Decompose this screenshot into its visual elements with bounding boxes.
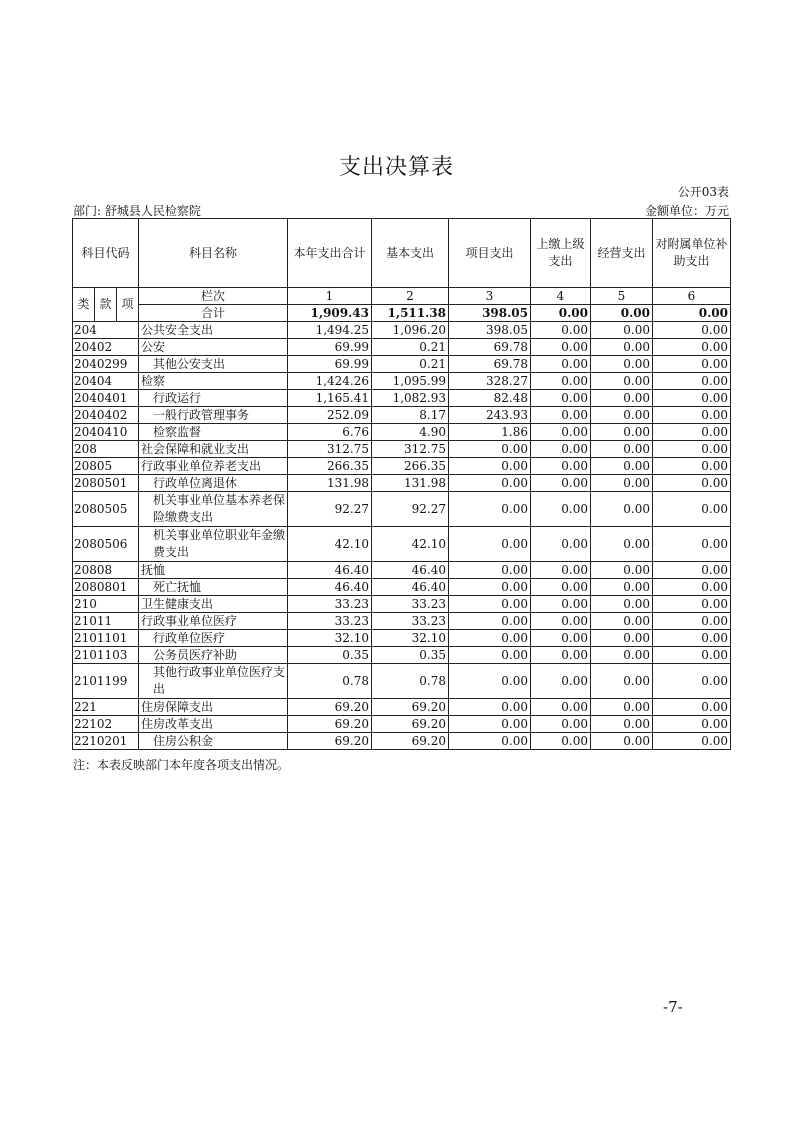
amount-cell: 0.00 <box>591 390 653 407</box>
amount-cell: 69.78 <box>449 356 531 373</box>
amount-cell: 0.00 <box>653 647 731 664</box>
table-row <box>73 647 731 664</box>
table-row <box>73 492 731 527</box>
amount-cell: 0.00 <box>449 613 531 630</box>
total-value: 398.05 <box>449 305 531 322</box>
amount-cell: 0.00 <box>591 716 653 733</box>
subject-code: 2040410 <box>73 424 139 441</box>
amount-cell: 0.00 <box>591 475 653 492</box>
subject-code: 2080501 <box>73 475 139 492</box>
amount-cell: 69.20 <box>372 733 449 750</box>
table-row <box>73 630 731 647</box>
subject-code: 2210201 <box>73 733 139 750</box>
subject-code: 221 <box>73 699 139 716</box>
amount-cell: 46.40 <box>372 579 449 596</box>
subject-name: 其他行政事业单位医疗支出 <box>139 664 288 699</box>
header-total: 本年支出合计 <box>288 219 372 288</box>
subject-code: 2080506 <box>73 527 139 562</box>
amount-cell: 312.75 <box>372 441 449 458</box>
unit-label: 金额单位：万元 <box>644 204 729 218</box>
table-row <box>73 322 731 339</box>
amount-cell: 0.00 <box>591 373 653 390</box>
amount-cell: 0.00 <box>449 630 531 647</box>
amount-cell: 0.00 <box>591 630 653 647</box>
index-label: 栏次 <box>139 288 288 305</box>
amount-cell: 0.00 <box>449 664 531 699</box>
table-row <box>73 441 731 458</box>
amount-cell: 0.21 <box>372 339 449 356</box>
amount-cell: 0.00 <box>531 407 591 424</box>
amount-cell: 0.00 <box>653 492 731 527</box>
subject-name: 公务员医疗补助 <box>139 647 288 664</box>
amount-cell: 0.00 <box>449 733 531 750</box>
subject-name: 行政事业单位医疗 <box>139 613 288 630</box>
amount-cell: 0.00 <box>531 562 591 579</box>
amount-cell: 0.21 <box>372 356 449 373</box>
total-value: 0.00 <box>653 305 731 322</box>
amount-cell: 69.20 <box>288 716 372 733</box>
amount-cell: 46.40 <box>288 579 372 596</box>
subject-name: 检察监督 <box>139 424 288 441</box>
form-code: 公开03表 <box>677 185 729 199</box>
subject-name: 卫生健康支出 <box>139 596 288 613</box>
page-title: 支出决算表 <box>338 155 454 180</box>
table-row <box>73 562 731 579</box>
header-code: 科目代码 <box>73 219 139 288</box>
amount-cell: 0.00 <box>449 441 531 458</box>
table-row <box>73 527 731 562</box>
amount-cell: 0.00 <box>531 596 591 613</box>
total-value: 0.00 <box>531 305 591 322</box>
amount-cell: 0.00 <box>653 407 731 424</box>
amount-cell: 0.00 <box>591 699 653 716</box>
amount-cell: 0.35 <box>372 647 449 664</box>
amount-cell: 0.00 <box>591 733 653 750</box>
subject-name: 公共安全支出 <box>139 322 288 339</box>
subject-name: 住房公积金 <box>139 733 288 750</box>
index-c6: 6 <box>653 288 731 305</box>
subject-name: 行政事业单位养老支出 <box>139 458 288 475</box>
page-number: -7- <box>663 998 683 1016</box>
amount-cell: 42.10 <box>372 527 449 562</box>
amount-cell: 0.00 <box>591 492 653 527</box>
amount-cell: 33.23 <box>372 596 449 613</box>
amount-cell: 0.00 <box>531 699 591 716</box>
index-lei: 类 <box>73 288 95 322</box>
amount-cell: 0.00 <box>531 613 591 630</box>
header-business: 经营支出 <box>591 219 653 288</box>
header-upper: 上缴上级支出 <box>531 219 591 288</box>
subject-code: 21011 <box>73 613 139 630</box>
amount-cell: 0.00 <box>653 390 731 407</box>
subject-name: 一般行政管理事务 <box>139 407 288 424</box>
amount-cell: 0.00 <box>653 475 731 492</box>
amount-cell: 0.00 <box>591 613 653 630</box>
subject-code: 20402 <box>73 339 139 356</box>
index-xiang: 项 <box>117 288 139 322</box>
expenditure-table <box>72 218 731 750</box>
amount-cell: 0.00 <box>531 339 591 356</box>
amount-cell: 0.78 <box>288 664 372 699</box>
table-row <box>73 407 731 424</box>
amount-cell: 0.00 <box>531 733 591 750</box>
subject-name: 社会保障和就业支出 <box>139 441 288 458</box>
subject-name: 住房保障支出 <box>139 699 288 716</box>
amount-cell: 69.78 <box>449 339 531 356</box>
header-row <box>73 219 731 288</box>
index-c5: 5 <box>591 288 653 305</box>
table-row <box>73 424 731 441</box>
table-row <box>73 339 731 356</box>
index-row <box>73 288 731 305</box>
amount-cell: 0.00 <box>531 664 591 699</box>
index-c1: 1 <box>288 288 372 305</box>
amount-cell: 69.99 <box>288 356 372 373</box>
header-subsidy: 对附属单位补助支出 <box>653 219 731 288</box>
amount-cell: 0.00 <box>653 613 731 630</box>
amount-cell: 0.35 <box>288 647 372 664</box>
amount-cell: 0.00 <box>531 373 591 390</box>
amount-cell: 0.00 <box>653 356 731 373</box>
table-row <box>73 373 731 390</box>
amount-cell: 42.10 <box>288 527 372 562</box>
subject-code: 2080801 <box>73 579 139 596</box>
table-row <box>73 733 731 750</box>
subject-name: 机关事业单位职业年金缴费支出 <box>139 527 288 562</box>
amount-cell: 33.23 <box>288 613 372 630</box>
amount-cell: 92.27 <box>288 492 372 527</box>
amount-cell: 0.00 <box>531 716 591 733</box>
amount-cell: 398.05 <box>449 322 531 339</box>
subject-code: 20404 <box>73 373 139 390</box>
subject-code: 2101199 <box>73 664 139 699</box>
subject-name: 死亡抚恤 <box>139 579 288 596</box>
table-row <box>73 579 731 596</box>
subject-code: 20805 <box>73 458 139 475</box>
index-c3: 3 <box>449 288 531 305</box>
amount-cell: 0.00 <box>591 458 653 475</box>
amount-cell: 0.00 <box>591 579 653 596</box>
amount-cell: 0.00 <box>653 716 731 733</box>
amount-cell: 69.20 <box>372 716 449 733</box>
amount-cell: 33.23 <box>372 613 449 630</box>
header-basic: 基本支出 <box>372 219 449 288</box>
amount-cell: 0.00 <box>449 527 531 562</box>
amount-cell: 69.20 <box>288 733 372 750</box>
subject-code: 22102 <box>73 716 139 733</box>
amount-cell: 0.00 <box>591 441 653 458</box>
subject-name: 住房改革支出 <box>139 716 288 733</box>
subject-code: 2101101 <box>73 630 139 647</box>
subject-code: 2040402 <box>73 407 139 424</box>
amount-cell: 82.48 <box>449 390 531 407</box>
total-value: 1,511.38 <box>372 305 449 322</box>
amount-cell: 0.00 <box>449 562 531 579</box>
header-name: 科目名称 <box>139 219 288 288</box>
amount-cell: 0.00 <box>449 458 531 475</box>
subject-code: 20808 <box>73 562 139 579</box>
subject-code: 2040299 <box>73 356 139 373</box>
amount-cell: 0.00 <box>591 664 653 699</box>
amount-cell: 0.00 <box>449 596 531 613</box>
amount-cell: 1.86 <box>449 424 531 441</box>
table-row <box>73 458 731 475</box>
amount-cell: 0.00 <box>449 699 531 716</box>
subject-name: 抚恤 <box>139 562 288 579</box>
amount-cell: 6.76 <box>288 424 372 441</box>
amount-cell: 0.00 <box>653 699 731 716</box>
amount-cell: 0.00 <box>531 475 591 492</box>
amount-cell: 0.00 <box>531 492 591 527</box>
amount-cell: 0.00 <box>591 527 653 562</box>
amount-cell: 69.20 <box>288 699 372 716</box>
amount-cell: 92.27 <box>372 492 449 527</box>
amount-cell: 0.00 <box>449 579 531 596</box>
subject-code: 2101103 <box>73 647 139 664</box>
total-row <box>73 305 731 322</box>
amount-cell: 266.35 <box>288 458 372 475</box>
amount-cell: 131.98 <box>288 475 372 492</box>
amount-cell: 1,095.99 <box>372 373 449 390</box>
amount-cell: 0.00 <box>531 527 591 562</box>
amount-cell: 1,082.93 <box>372 390 449 407</box>
amount-cell: 0.00 <box>591 356 653 373</box>
index-c4: 4 <box>531 288 591 305</box>
amount-cell: 0.00 <box>449 716 531 733</box>
amount-cell: 1,165.41 <box>288 390 372 407</box>
subject-name: 机关事业单位基本养老保险缴费支出 <box>139 492 288 527</box>
amount-cell: 266.35 <box>372 458 449 475</box>
amount-cell: 0.00 <box>653 322 731 339</box>
amount-cell: 0.00 <box>531 390 591 407</box>
amount-cell: 0.00 <box>653 424 731 441</box>
table-row <box>73 475 731 492</box>
amount-cell: 328.27 <box>449 373 531 390</box>
table-row <box>73 390 731 407</box>
total-label: 合计 <box>139 305 288 322</box>
table-row <box>73 716 731 733</box>
amount-cell: 32.10 <box>288 630 372 647</box>
amount-cell: 0.00 <box>449 647 531 664</box>
amount-cell: 33.23 <box>288 596 372 613</box>
amount-cell: 243.93 <box>449 407 531 424</box>
amount-cell: 0.00 <box>531 424 591 441</box>
amount-cell: 0.00 <box>591 424 653 441</box>
subject-name: 检察 <box>139 373 288 390</box>
table-row <box>73 596 731 613</box>
amount-cell: 0.00 <box>653 562 731 579</box>
subject-name: 其他公安支出 <box>139 356 288 373</box>
amount-cell: 0.00 <box>653 664 731 699</box>
index-c2: 2 <box>372 288 449 305</box>
subject-code: 208 <box>73 441 139 458</box>
amount-cell: 1,494.25 <box>288 322 372 339</box>
amount-cell: 0.00 <box>531 356 591 373</box>
amount-cell: 8.17 <box>372 407 449 424</box>
table-row <box>73 664 731 699</box>
amount-cell: 0.00 <box>653 596 731 613</box>
subject-name: 公安 <box>139 339 288 356</box>
total-value: 1,909.43 <box>288 305 372 322</box>
footnote: 注：本表反映部门本年度各项支出情况。 <box>73 758 290 772</box>
amount-cell: 4.90 <box>372 424 449 441</box>
amount-cell: 0.00 <box>653 733 731 750</box>
amount-cell: 46.40 <box>288 562 372 579</box>
subject-code: 204 <box>73 322 139 339</box>
amount-cell: 69.99 <box>288 339 372 356</box>
subject-code: 2040401 <box>73 390 139 407</box>
amount-cell: 0.00 <box>531 579 591 596</box>
table-row <box>73 699 731 716</box>
amount-cell: 0.78 <box>372 664 449 699</box>
amount-cell: 0.00 <box>653 373 731 390</box>
total-value: 0.00 <box>591 305 653 322</box>
amount-cell: 0.00 <box>653 579 731 596</box>
subject-name: 行政运行 <box>139 390 288 407</box>
amount-cell: 32.10 <box>372 630 449 647</box>
amount-cell: 0.00 <box>449 492 531 527</box>
amount-cell: 0.00 <box>591 407 653 424</box>
amount-cell: 46.40 <box>372 562 449 579</box>
amount-cell: 0.00 <box>531 441 591 458</box>
department-label: 部门: 舒城县人民检察院 <box>73 204 201 218</box>
amount-cell: 1,424.26 <box>288 373 372 390</box>
amount-cell: 252.09 <box>288 407 372 424</box>
amount-cell: 0.00 <box>531 322 591 339</box>
amount-cell: 0.00 <box>531 647 591 664</box>
table-row <box>73 356 731 373</box>
subject-code: 2080505 <box>73 492 139 527</box>
amount-cell: 0.00 <box>591 322 653 339</box>
amount-cell: 131.98 <box>372 475 449 492</box>
amount-cell: 1,096.20 <box>372 322 449 339</box>
subject-code: 210 <box>73 596 139 613</box>
subject-name: 行政单位医疗 <box>139 630 288 647</box>
amount-cell: 0.00 <box>449 475 531 492</box>
amount-cell: 0.00 <box>591 339 653 356</box>
amount-cell: 0.00 <box>531 458 591 475</box>
subject-name: 行政单位离退休 <box>139 475 288 492</box>
amount-cell: 0.00 <box>653 630 731 647</box>
amount-cell: 0.00 <box>591 562 653 579</box>
amount-cell: 0.00 <box>653 458 731 475</box>
amount-cell: 0.00 <box>531 630 591 647</box>
index-kuan: 款 <box>95 288 117 322</box>
amount-cell: 0.00 <box>591 647 653 664</box>
table-row <box>73 613 731 630</box>
amount-cell: 69.20 <box>372 699 449 716</box>
amount-cell: 0.00 <box>653 339 731 356</box>
amount-cell: 0.00 <box>653 527 731 562</box>
amount-cell: 0.00 <box>591 596 653 613</box>
header-project: 项目支出 <box>449 219 531 288</box>
amount-cell: 312.75 <box>288 441 372 458</box>
amount-cell: 0.00 <box>653 441 731 458</box>
